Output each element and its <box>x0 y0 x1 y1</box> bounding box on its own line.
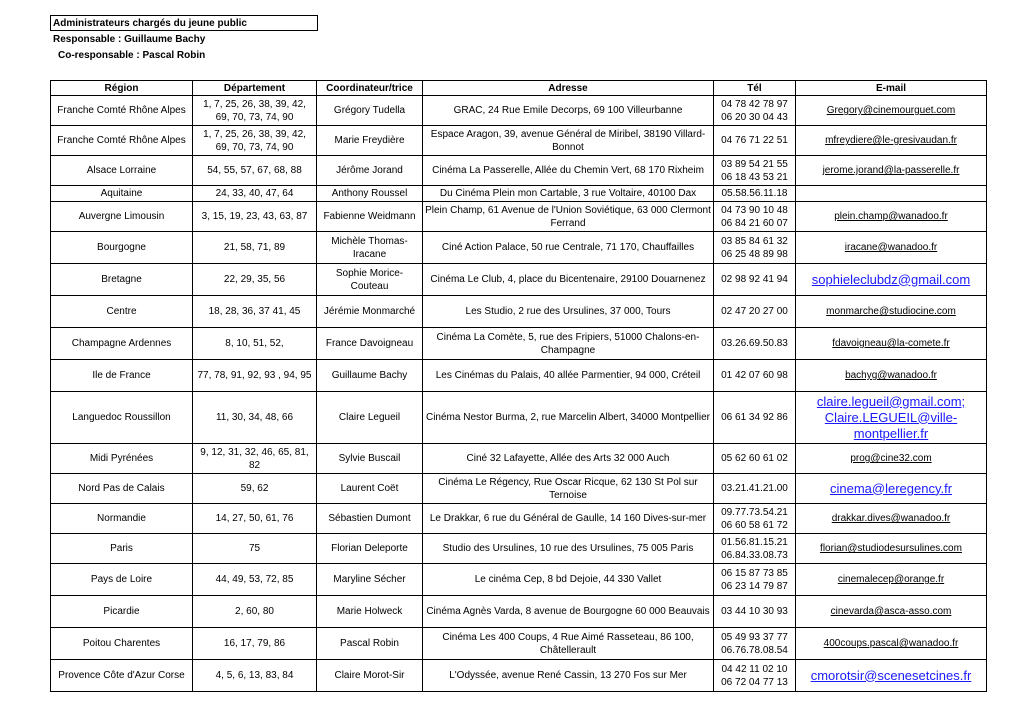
region-cell: Normandie <box>51 504 193 534</box>
email-cell <box>796 96 987 126</box>
tel-cell: 05.58.56.11.18 <box>714 186 796 202</box>
region-cell: Paris <box>51 534 193 564</box>
coordinateur-cell: Pascal Robin <box>317 628 423 660</box>
email-link[interactable]: drakkar.dives@wanadoo.fr <box>831 513 951 524</box>
tel-cell: 03.26.69.50.83 <box>714 328 796 360</box>
region-cell: Champagne Ardennes <box>51 328 193 360</box>
departement-cell: 77, 78, 91, 92, 93 , 94, 95 <box>193 360 317 392</box>
email-cell <box>796 202 987 232</box>
departement-cell: 18, 28, 36, 37 41, 45 <box>193 296 317 328</box>
adresse-cell: Cinéma Nestor Burma, 2, rue Marcelin Albert, 34000 Montpellier <box>423 392 714 444</box>
adresse-cell: Ciné Action Palace, 50 rue Centrale, 71 170, Chauffailles <box>423 232 714 264</box>
email-cell <box>796 474 987 504</box>
email-link[interactable]: monmarche@studiocine.com <box>826 306 956 317</box>
departement-cell: 14, 27, 50, 61, 76 <box>193 504 317 534</box>
coordinateur-cell: Sylvie Buscail <box>317 444 423 474</box>
adresse-cell: Le Drakkar, 6 rue du Général de Gaulle, 14 160 Dives-sur-mer <box>423 504 714 534</box>
email-cell <box>796 126 987 156</box>
coordinateur-cell: Grégory Tudella <box>317 96 423 126</box>
tel-cell: 01.56.81.15.21 06.84.33.08.73 <box>714 534 796 564</box>
tel-cell: 05 62 60 61 02 <box>714 444 796 474</box>
table-row <box>51 596 987 628</box>
coordinateur-cell: Claire Morot-Sir <box>317 660 423 692</box>
region-cell: Provence Côte d'Azur Corse <box>51 660 193 692</box>
departement-cell: 22, 29, 35, 56 <box>193 264 317 296</box>
departement-cell: 8, 10, 51, 52, <box>193 328 317 360</box>
coordinateur-cell: Sophie Morice-Couteau <box>317 264 423 296</box>
coordinateur-cell: Marie Holweck <box>317 596 423 628</box>
email-cell <box>796 660 987 692</box>
responsable-line: Responsable : Guillaume Bachy <box>53 34 206 45</box>
coordinateur-cell: Laurent Coët <box>317 474 423 504</box>
table-row <box>51 660 987 692</box>
departement-cell: 21, 58, 71, 89 <box>193 232 317 264</box>
adresse-cell: Cinéma Le Club, 4, place du Bicentenaire, 29100 Douarnenez <box>423 264 714 296</box>
column-header-email: E-mail <box>796 81 987 96</box>
email-cell <box>796 360 987 392</box>
adresse-cell: L'Odyssée, avenue René Cassin, 13 270 Fos sur Mer <box>423 660 714 692</box>
email-cell <box>796 628 987 660</box>
adresse-cell: Cinéma La Comète, 5, rue des Fripiers, 51000 Chalons-en-Champagne <box>423 328 714 360</box>
email-cell <box>796 328 987 360</box>
departement-cell: 2, 60, 80 <box>193 596 317 628</box>
tel-cell: 05 49 93 37 77 06.76.78.08.54 <box>714 628 796 660</box>
tel-cell: 01 42 07 60 98 <box>714 360 796 392</box>
email-cell <box>796 264 987 296</box>
tel-cell: 04 42 11 02 10 06 72 04 77 13 <box>714 660 796 692</box>
tel-cell: 06 15 87 73 85 06 23 14 79 87 <box>714 564 796 596</box>
email-cell <box>796 232 987 264</box>
departement-cell: 11, 30, 34, 48, 66 <box>193 392 317 444</box>
coordinateur-cell: Marie Freydière <box>317 126 423 156</box>
departement-cell: 24, 33, 40, 47, 64 <box>193 186 317 202</box>
region-cell: Aquitaine <box>51 186 193 202</box>
email-link[interactable]: cinevarda@asca-asso.com <box>830 606 952 617</box>
departement-cell: 59, 62 <box>193 474 317 504</box>
table-row <box>51 534 987 564</box>
email-link[interactable]: plein.champ@wanadoo.fr <box>834 211 948 222</box>
departement-cell: 4, 5, 6, 13, 83, 84 <box>193 660 317 692</box>
adresse-cell: Cinéma Le Régency, Rue Oscar Ricque, 62 130 St Pol sur Ternoise <box>423 474 714 504</box>
email-link[interactable]: claire.legueil@gmail.com; Claire.LEGUEIL@ville-montpellier.fr <box>816 393 966 441</box>
adresse-cell: Ciné 32 Lafayette, Allée des Arts 32 000 Auch <box>423 444 714 474</box>
table-row <box>51 296 987 328</box>
column-header-departement: Département <box>193 81 317 96</box>
table-row <box>51 392 987 444</box>
table-row <box>51 156 987 186</box>
adresse-cell: Studio des Ursulines, 10 rue des Ursulines, 75 005 Paris <box>423 534 714 564</box>
region-cell: Bourgogne <box>51 232 193 264</box>
region-cell: Alsace Lorraine <box>51 156 193 186</box>
table-row <box>51 328 987 360</box>
table-row <box>51 504 987 534</box>
table-row <box>51 186 987 202</box>
email-link[interactable]: florian@studiodesursulines.com <box>820 543 962 554</box>
region-cell: Midi Pyrénées <box>51 444 193 474</box>
email-link[interactable]: Gregory@cinemourguet.com <box>826 105 956 116</box>
table-row <box>51 444 987 474</box>
adresse-cell: Les Studio, 2 rue des Ursulines, 37 000, Tours <box>423 296 714 328</box>
email-link[interactable]: fdavoigneau@la-comete.fr <box>832 338 950 349</box>
email-link[interactable]: cinemalecep@orange.fr <box>837 574 945 585</box>
email-cell <box>796 596 987 628</box>
tel-cell: 06 61 34 92 86 <box>714 392 796 444</box>
email-cell <box>796 296 987 328</box>
tel-cell: 02 98 92 41 94 <box>714 264 796 296</box>
adresse-cell: Cinéma Les 400 Coups, 4 Rue Aimé Rasseteau, 86 100, Châtellerault <box>423 628 714 660</box>
region-cell: Bretagne <box>51 264 193 296</box>
departement-cell: 75 <box>193 534 317 564</box>
coordinateur-cell: Fabienne Weidmann <box>317 202 423 232</box>
column-header-adresse: Adresse <box>423 81 714 96</box>
column-header-tel: Tél <box>714 81 796 96</box>
document-title: Administrateurs chargés du jeune public <box>50 15 318 31</box>
coordinateur-cell: Claire Legueil <box>317 392 423 444</box>
table-row <box>51 126 987 156</box>
departement-cell: 1, 7, 25, 26, 38, 39, 42, 69, 70, 73, 74, 90 <box>193 96 317 126</box>
region-cell: Picardie <box>51 596 193 628</box>
table-row <box>51 96 987 126</box>
tel-cell: 09.77.73.54.21 06 60 58 61 72 <box>714 504 796 534</box>
email-link[interactable]: cmorotsir@scenesetcines.fr <box>810 667 972 683</box>
adresse-cell: Du Cinéma Plein mon Cartable, 3 rue Voltaire, 40100 Dax <box>423 186 714 202</box>
departement-cell: 16, 17, 79, 86 <box>193 628 317 660</box>
email-cell <box>796 564 987 596</box>
administrators-table <box>50 80 987 692</box>
co-responsable-line: Co-responsable : Pascal Robin <box>58 50 206 61</box>
region-cell: Nord Pas de Calais <box>51 474 193 504</box>
departement-cell: 44, 49, 53, 72, 85 <box>193 564 317 596</box>
email-link[interactable]: jerome.jorand@la-passerelle.fr <box>822 165 960 176</box>
column-header-coordinateur: Coordinateur/trice <box>317 81 423 96</box>
email-link[interactable]: mfreydiere@le-gresivaudan.fr <box>825 135 957 146</box>
email-cell <box>796 444 987 474</box>
email-link[interactable]: 400coups.pascal@wanadoo.fr <box>823 638 959 649</box>
region-cell: Franche Comté Rhône Alpes <box>51 126 193 156</box>
table-row <box>51 264 987 296</box>
region-cell: Pays de Loire <box>51 564 193 596</box>
coordinateur-cell: Sébastien Dumont <box>317 504 423 534</box>
departement-cell: 54, 55, 57, 67, 68, 88 <box>193 156 317 186</box>
departement-cell: 9, 12, 31, 32, 46, 65, 81, 82 <box>193 444 317 474</box>
email-link[interactable]: bachyg@wanadoo.fr <box>845 370 937 381</box>
table-row <box>51 628 987 660</box>
adresse-cell: Cinéma La Passerelle, Allée du Chemin Vert, 68 170 Rixheim <box>423 156 714 186</box>
region-cell: Poitou Charentes <box>51 628 193 660</box>
coordinateur-cell: France Davoigneau <box>317 328 423 360</box>
tel-cell: 03.21.41.21.00 <box>714 474 796 504</box>
email-link[interactable]: sophieleclubdz@gmail.com <box>811 271 971 287</box>
region-cell: Languedoc Roussillon <box>51 392 193 444</box>
region-cell: Auvergne Limousin <box>51 202 193 232</box>
coordinateur-cell: Guillaume Bachy <box>317 360 423 392</box>
table-row <box>51 232 987 264</box>
email-cell <box>796 392 987 444</box>
coordinateur-cell: Michèle Thomas-Iracane <box>317 232 423 264</box>
email-cell <box>796 156 987 186</box>
email-link[interactable]: prog@cine32.com <box>850 453 932 464</box>
departement-cell: 3, 15, 19, 23, 43, 63, 87 <box>193 202 317 232</box>
coordinateur-cell: Florian Deleporte <box>317 534 423 564</box>
table-header-row <box>51 81 987 96</box>
email-link[interactable]: iracane@wanadoo.fr <box>844 242 938 253</box>
table-row <box>51 474 987 504</box>
email-link[interactable]: cinema@leregency.fr <box>829 480 953 496</box>
tel-cell: 04 78 42 78 97 06 20 30 04 43 <box>714 96 796 126</box>
coordinateur-cell: Jérémie Monmarché <box>317 296 423 328</box>
adresse-cell: Plein Champ, 61 Avenue de l'Union Soviétique, 63 000 Clermont Ferrand <box>423 202 714 232</box>
coordinateur-cell: Maryline Sécher <box>317 564 423 596</box>
region-cell: Franche Comté Rhône Alpes <box>51 96 193 126</box>
adresse-cell: Espace Aragon, 39, avenue Général de Miribel, 38190 Villard-Bonnot <box>423 126 714 156</box>
column-header-region: Région <box>51 81 193 96</box>
adresse-cell: Le cinéma Cep, 8 bd Dejoie, 44 330 Vallet <box>423 564 714 596</box>
departement-cell: 1, 7, 25, 26, 38, 39, 42, 69, 70, 73, 74, 90 <box>193 126 317 156</box>
region-cell: Centre <box>51 296 193 328</box>
tel-cell: 03 85 84 61 32 06 25 48 89 98 <box>714 232 796 264</box>
adresse-cell: Cinéma Agnès Varda, 8 avenue de Bourgogne 60 000 Beauvais <box>423 596 714 628</box>
coordinateur-cell: Anthony Roussel <box>317 186 423 202</box>
adresse-cell: Les Cinémas du Palais, 40 allée Parmentier, 94 000, Créteil <box>423 360 714 392</box>
tel-cell: 04 76 71 22 51 <box>714 126 796 156</box>
email-cell <box>796 534 987 564</box>
tel-cell: 04 73 90 10 48 06 84 21 60 07 <box>714 202 796 232</box>
adresse-cell: GRAC, 24 Rue Emile Decorps, 69 100 Villeurbanne <box>423 96 714 126</box>
tel-cell: 03 89 54 21 55 06 18 43 53 21 <box>714 156 796 186</box>
table-row <box>51 202 987 232</box>
table-row <box>51 564 987 596</box>
tel-cell: 02 47 20 27 00 <box>714 296 796 328</box>
email-cell <box>796 186 987 202</box>
coordinateur-cell: Jérôme Jorand <box>317 156 423 186</box>
email-cell <box>796 504 987 534</box>
table-row <box>51 360 987 392</box>
tel-cell: 03 44 10 30 93 <box>714 596 796 628</box>
region-cell: Ile de France <box>51 360 193 392</box>
